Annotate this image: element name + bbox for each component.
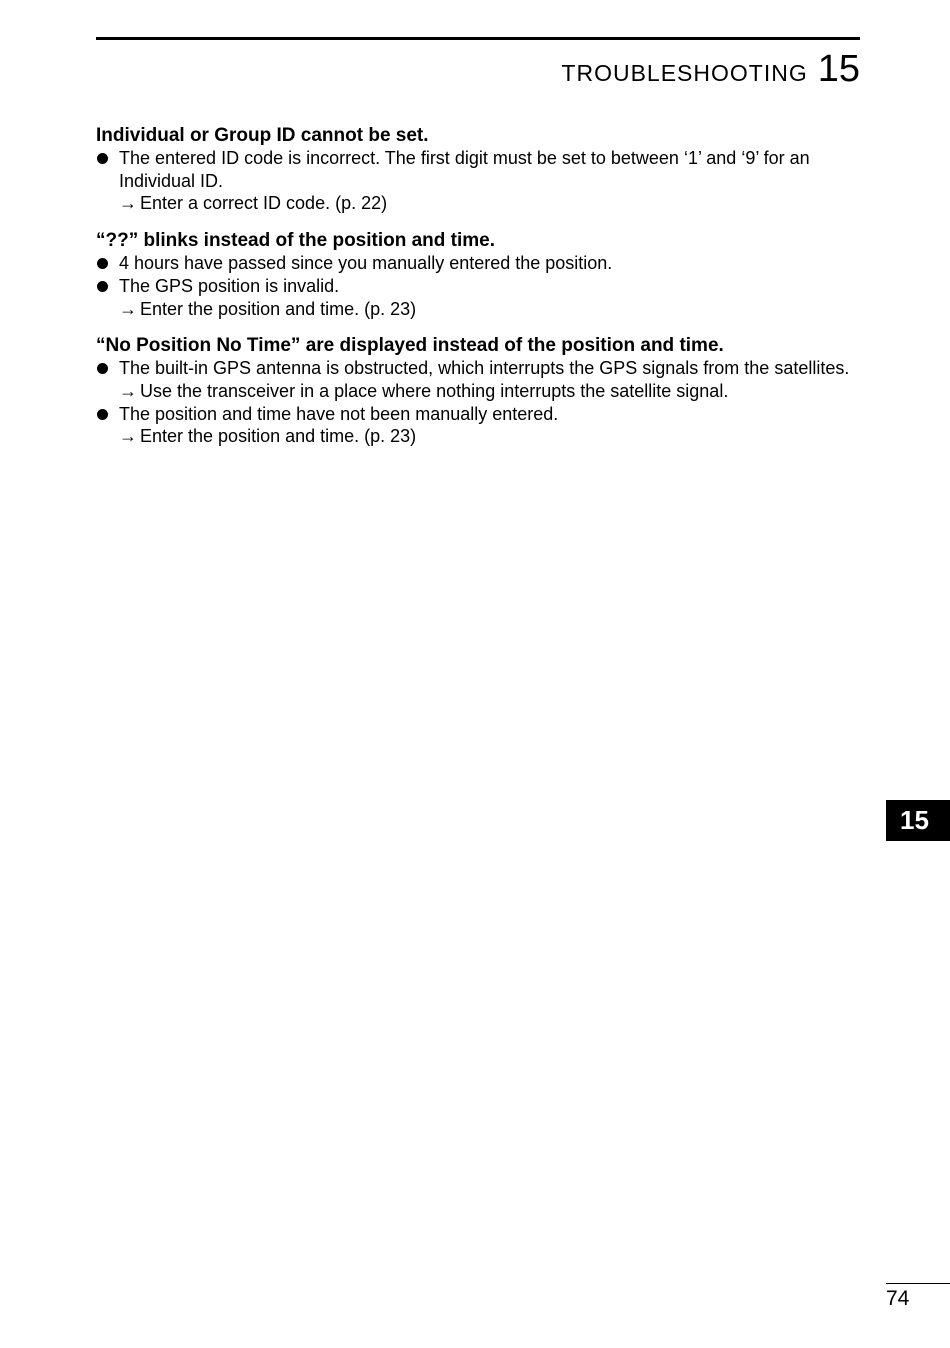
action-text: Enter the position and time. (p. 23): [140, 298, 417, 319]
section-heading: “No Position No Time” are displayed instead of the position and time.: [96, 335, 724, 357]
section-no-position-no-time: [96, 334, 866, 448]
arrow-right-icon: →: [119, 426, 137, 447]
action-text: Use the transceiver in a place where nothing interrupts the satellite signal.: [140, 380, 729, 401]
bullet-item: [96, 147, 866, 192]
page-number-rule: [886, 1283, 950, 1284]
arrow-right-icon: →: [119, 380, 137, 401]
bullet-dot-icon: [97, 363, 108, 374]
header-rule: [96, 37, 860, 40]
bullet-item: [96, 275, 866, 298]
page-number: 74: [886, 1287, 910, 1310]
action-item: [96, 380, 866, 403]
chapter-side-tab: 15: [886, 800, 950, 841]
action-item: [96, 192, 866, 215]
bullet-dot-icon: [97, 258, 108, 269]
bullet-item: [96, 252, 866, 275]
bullet-item: [96, 403, 866, 426]
section-heading: “??” blinks instead of the position and time.: [96, 230, 496, 252]
action-text: Enter the position and time. (p. 23): [140, 426, 417, 447]
arrow-right-icon: →: [119, 193, 137, 214]
bullet-text: The GPS position is invalid.: [119, 275, 340, 296]
page-header: [561, 48, 860, 91]
bullet-text: The built-in GPS antenna is obstructed, which interrupts the GPS signals from the satellites.: [119, 358, 850, 379]
section-heading: Individual or Group ID cannot be set.: [96, 125, 429, 146]
section-question-marks-blink: [96, 229, 866, 320]
bullet-dot-icon: [97, 153, 108, 164]
bullet-item: [96, 357, 866, 380]
action-item: [96, 425, 866, 448]
troubleshooting-content: [96, 124, 866, 462]
bullet-dot-icon: [97, 409, 108, 420]
chapter-number: 15: [817, 48, 860, 90]
bullet-text: 4 hours have passed since you manually entered the position.: [119, 253, 613, 274]
section-id-cannot-be-set: [96, 124, 866, 215]
bullet-dot-icon: [97, 281, 108, 292]
bullet-text: The entered ID code is incorrect. The first digit must be set to between ‘1’ and ‘9’ for an Individual ID.: [119, 148, 810, 191]
action-item: [96, 298, 866, 321]
arrow-right-icon: →: [119, 298, 137, 319]
bullet-text: The position and time have not been manually entered.: [119, 403, 559, 424]
chapter-title: TROUBLESHOOTING: [561, 60, 808, 86]
action-text: Enter a correct ID code. (p. 22): [140, 193, 388, 214]
